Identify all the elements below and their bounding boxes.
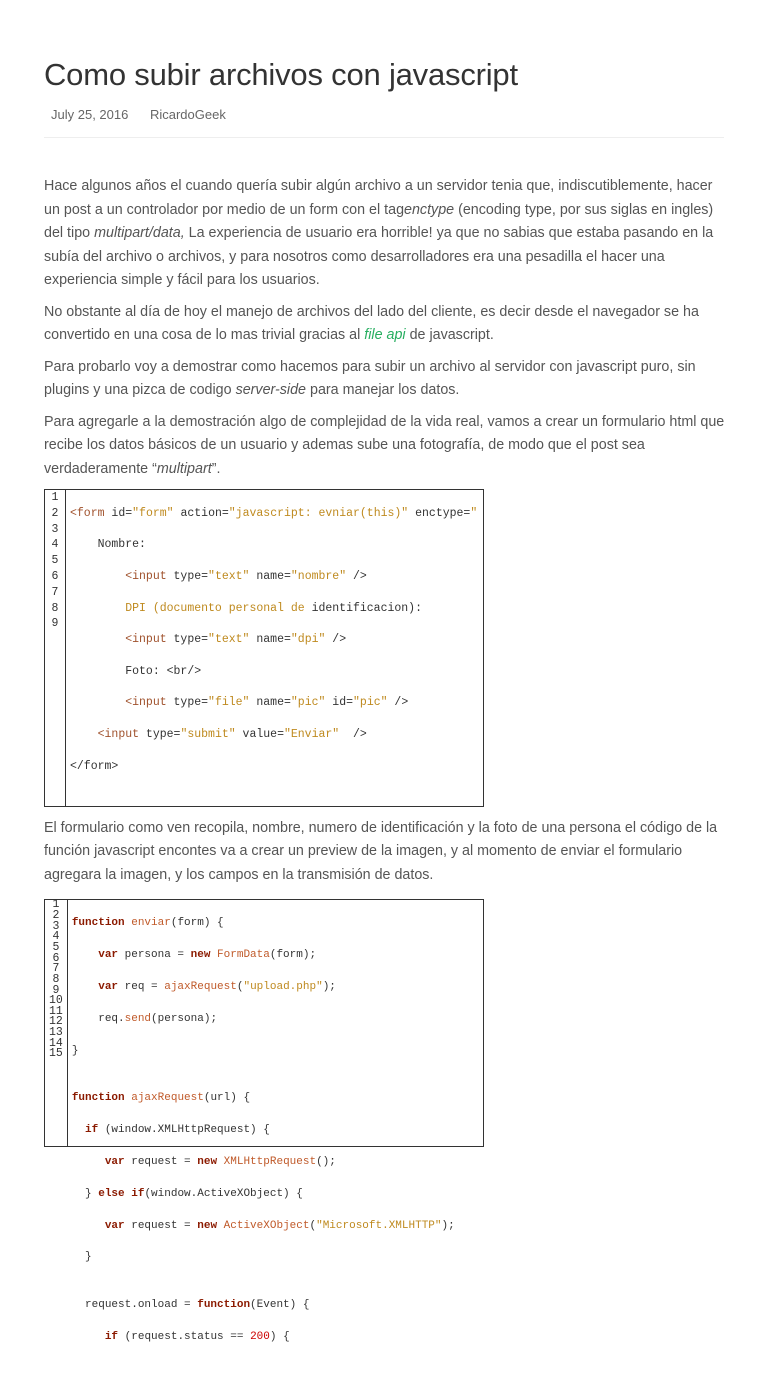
line-numbers: 1 2 3 4 5 6 7 8 9 bbox=[45, 490, 66, 806]
post-content bbox=[44, 175, 726, 1343]
post-title: Como subir archivos con javascript bbox=[44, 57, 518, 92]
code-line: function enviar(form) { bbox=[71, 917, 224, 930]
post-author[interactable]: RicardoGeek bbox=[149, 107, 226, 122]
code-line: if (window.XMLHttpRequest) { bbox=[85, 1124, 270, 1137]
code-line: var req = ajaxRequest("upload.php"); bbox=[98, 980, 336, 993]
code-line: Foto: <br/> bbox=[70, 664, 202, 678]
code-line: <form id="form" action="javascript: evniar(this)" enctype=" bbox=[70, 506, 478, 520]
paragraph-2: No obstante al día de hoy el manejo de archivos del lado del cliente, es decir desde el navegador se ha convertido en una cosa de lo mas trivial gracias al file api de javascript. bbox=[44, 303, 699, 343]
code-block-html bbox=[44, 489, 484, 807]
code-line: var persona = new FormData(form); bbox=[98, 949, 317, 962]
code-lines bbox=[66, 490, 483, 806]
code-line: request.onload = function(Event) { bbox=[71, 1299, 310, 1312]
paragraph-5: El formulario como ven recopila, nombre, numero de identificación y la foto de una persona el código de la función javascript encontes va a crear un preview de la imagen, y al momento de enviar el formulario agregara la imagen, y los campos en la transmisión de datos. bbox=[44, 819, 718, 883]
code-line: } else if(window.ActiveXObject) { bbox=[71, 1187, 303, 1200]
paragraph-1: Hace algunos años el cuando quería subir algún archivo a un servidor tenia que, indiscutiblemente, hacer un post a un controlador por medio de un form con el tagenctype (encoding type, por sus siglas en ingles) del tipo multipart/data, La experiencia de usuario era horrible! ya que no sabias que estaba pasando en la subía del archivo o archivos, y para nosotros como desarrolladores era una pesadilla el hacer una experiencia simple y fácil para los usuarios. bbox=[44, 178, 714, 288]
code-block-javascript bbox=[44, 898, 484, 1343]
post-date[interactable]: July 25, 2016 bbox=[51, 107, 129, 122]
code-line: <input type="file" name="pic" id="pic" /> bbox=[125, 696, 409, 710]
code-line: var request = new XMLHttpRequest(); bbox=[104, 1155, 336, 1168]
code-lines bbox=[68, 900, 483, 1343]
code-line: <input type="text" name="dpi" /> bbox=[125, 633, 347, 647]
code-line: <input type="submit" value="Enviar" /> bbox=[97, 727, 367, 741]
line-numbers: 1 2 3 4 5 6 7 8 9 10 11 12 13 14 15 bbox=[45, 900, 68, 1146]
code-line: } bbox=[71, 1251, 92, 1264]
file-api-link[interactable]: file api bbox=[364, 327, 406, 343]
code-line: var request = new ActiveXObject("Microsoft.XMLHTTP"); bbox=[104, 1219, 455, 1232]
code-line: Nombre: bbox=[70, 538, 146, 552]
code-line: <input type="text" name="nombre" /> bbox=[125, 569, 367, 583]
title-divider bbox=[44, 137, 724, 138]
code-line: if (request.status == 200) { bbox=[104, 1330, 290, 1343]
code-line: function ajaxRequest(url) { bbox=[71, 1092, 251, 1105]
code-line: req.send(persona); bbox=[71, 1012, 218, 1025]
code-line: DPI (documento personal de identificacion): bbox=[125, 601, 422, 615]
paragraph-3: Para probarlo voy a demostrar como hacemos para subir un archivo al servidor con javascript puro, sin plugins y una pizca de codigo server-side para manejar los datos. bbox=[44, 358, 696, 398]
code-line: </form> bbox=[70, 759, 119, 773]
paragraph-4: Para agregarle a la demostración algo de complejidad de la vida real, vamos a crear un formulario html que recibe los datos básicos de un usuario y ademas sube una fotografía, de modo que el post sea verdaderamente “multipart”. bbox=[44, 413, 725, 477]
post-meta bbox=[51, 107, 226, 122]
code-line: } bbox=[71, 1044, 79, 1057]
